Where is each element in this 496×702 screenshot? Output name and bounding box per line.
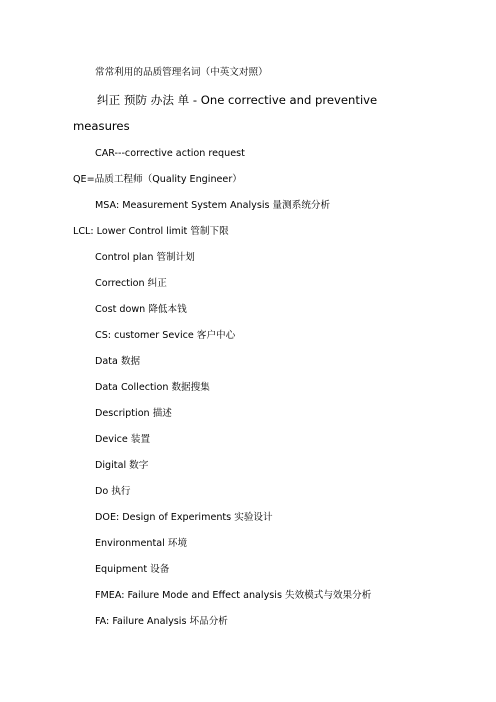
entry-data-collection: Data Collection 数据搜集 [95, 382, 210, 393]
entry-qe: QE=品质工程师（Quality Engineer） [73, 174, 242, 185]
entry-fmea: FMEA: Failure Mode and Effect analysis 失效模式与效果分析 [95, 590, 372, 601]
entry-environmental: Environmental 环境 [95, 538, 188, 549]
entry-car: CAR---corrective action request [95, 148, 245, 159]
entry-fa: FA: Failure Analysis 坏品分析 [95, 616, 228, 627]
entry-doe: DOE: Design of Experiments 实验设计 [95, 512, 273, 523]
entry-cs: CS: customer Sevice 客户中心 [95, 330, 236, 341]
entry-do: Do 执行 [95, 486, 131, 497]
entry-digital: Digital 数字 [95, 460, 149, 471]
entry-description: Description 描述 [95, 408, 172, 419]
document-title: 常常利用的品质管理名词（中英文对照） [95, 67, 268, 78]
entry-msa: MSA: Measurement System Analysis 量测系统分析 [95, 200, 331, 211]
heading-line-2: measures [73, 119, 130, 133]
entry-data: Data 数据 [95, 356, 141, 367]
entry-correction: Correction 纠正 [95, 278, 167, 289]
entry-device: Device 装置 [95, 434, 151, 445]
entry-equipment: Equipment 设备 [95, 564, 170, 575]
entry-control-plan: Control plan 管制计划 [95, 252, 195, 263]
entry-lcl: LCL: Lower Control limit 管制下限 [73, 226, 229, 237]
heading-line-1: 纠正 预防 办法 单 - One corrective and preventive [97, 93, 378, 107]
entry-cost-down: Cost down 降低本钱 [95, 304, 187, 315]
